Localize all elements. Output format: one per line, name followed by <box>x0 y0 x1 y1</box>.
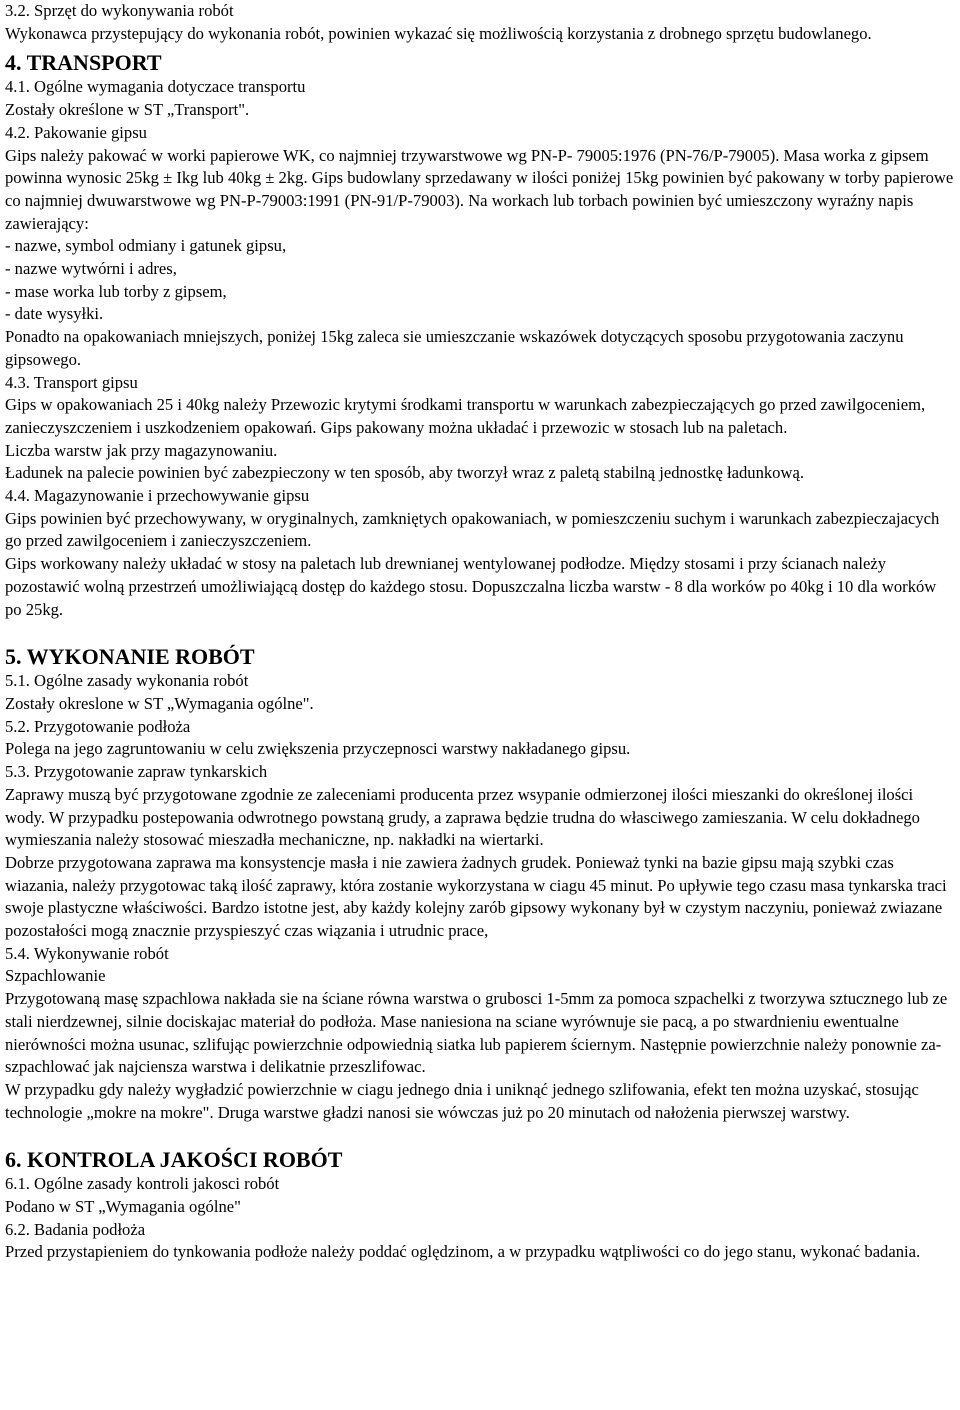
paragraph: Dobrze przygotowana zaprawa ma konsystencje masła i nie zawiera żadnych grudek. Ponieważ tynki na bazie gipsu mają szybki czas wiazania, należy przygotowac taką ilość zaprawy, która zostanie wykorzystana w ciagu 45 minut. Po upływie tego czasu masa tynkarska traci swoje plastyczne właściwości. Bardzo istotne jest, aby każdy kolejny zarób gipsowy wykonany był w czystym naczyniu, ponieważ zwiazane pozostałości mogą znacznie przyspieszyć czas wiązania i utrudnic prace, <box>5 852 947 941</box>
paragraph: Przed przystapieniem do tynkowania podłoże należy poddać oględzinom, a w przypadku wątpliwości co do jego stanu, wykonać badania. <box>5 1242 921 1262</box>
section-gap <box>5 1124 956 1147</box>
paragraph: 5.2. Przygotowanie podłoża <box>5 716 191 736</box>
paragraph: Gips powinien być przechowywany, w oryginalnych, zamkniętych opakowaniach, w pomieszczeniu suchym i warunkach zabezpieczajacych go przed zawilgoceniem i zanieczyszczeniem. <box>5 508 940 551</box>
paragraph: Ładunek na palecie powinien być zabezpieczony w ten sposób, aby tworzył wraz z paletą stabilną jednostkę ładunkową. <box>5 463 804 483</box>
paragraph: Gips w opakowaniach 25 i 40kg należy Przewozic krytymi środkami transportu w warunkach zabezpieczających go przed zawilgoceniem, zanieczyszczeniem i uszkodzeniem opakowań. Gips pakowany można układać i przewozic w stosach lub na paletach. <box>5 395 926 437</box>
paragraph: - nazwe, symbol odmiany i gatunek gipsu, <box>5 236 287 256</box>
section-heading: 5. WYKONANIE ROBÓT <box>5 644 255 670</box>
paragraph: Szpachlowanie <box>5 966 106 986</box>
paragraph: 6.2. Badania podłoża <box>5 1219 146 1239</box>
paragraph: 5.4. Wykonywanie robót <box>5 943 169 963</box>
paragraph: Zostały określone w ST „Transport". <box>5 100 250 120</box>
paragraph: Podano w ST „Wymagania ogólne" <box>5 1197 241 1217</box>
section-gap <box>5 621 956 644</box>
section-heading: 4. TRANSPORT <box>5 50 162 76</box>
paragraph: Gips należy pakować w worki papierowe WK, co najmniej trzywarstwowe wg PN-P- 79005:1976 (PN-76/P-79005). Masa worka z gipsem powinna wynosic 25kg ± Ikg lub 40kg ± 2kg. Gips budowlany sprzedawany w ilości poniżej 15kg powinien być pakowany w torby papierowe co najmniej dwuwarstwowe wg PN-P-79003:1991 (PN-91/P-79003). Na workach lub torbach powinien być umieszczony wyraźny napis zawierający: <box>5 145 954 233</box>
paragraph: Zaprawy muszą być przygotowane zgodnie ze zaleceniami producenta przez wsypanie odmierzonej ilości mieszanki do określonej ilości wody. W przypadku postepowania odwrotnego powstaną grudy, a zaprawa będzie trudna do własciwego zamieszania. W celu dokładnego wymieszania należy stosować mieszadła mechaniczne, np. nakładki na wiertarki. <box>5 784 920 850</box>
paragraph: Liczba warstw jak przy magazynowaniu. <box>5 440 278 460</box>
paragraph: Ponadto na opakowaniach mniejszych, poniżej 15kg zaleca sie umieszczanie wskazówek dotyczących sposobu przygotowania zaczynu gipsowego. <box>5 327 904 369</box>
paragraph: 5.3. Przygotowanie zapraw tynkarskich <box>5 762 268 782</box>
paragraph: W przypadku gdy należy wygładzić powierzchnie w ciagu jednego dnia i uniknąć jednego szlifowania, efekt ten można uzyskać, stosując technologie „mokre na mokre". Druga warstwe gładzi nanosi sie wówczas już po 20 minutach od nałożenia pierwszej warstwy. <box>5 1079 919 1122</box>
paragraph: 5.1. Ogólne zasady wykonania robót <box>5 671 249 691</box>
section-heading: 6. KONTROLA JAKOŚCI ROBÓT <box>5 1147 343 1173</box>
paragraph: - nazwe wytwórni i adres, <box>5 259 177 279</box>
paragraph: 4.4. Magazynowanie i przechowywanie gipsu <box>5 486 310 506</box>
paragraph: 3.2. Sprzęt do wykonywania robót <box>5 1 234 20</box>
paragraph: 4.3. Transport gipsu <box>5 372 138 392</box>
paragraph: Przygotowaną masę szpachlowa nakłada sie na ściane równa warstwa o grubosci 1-5mm za pomoca szpachelki z tworzywa sztucznego lub ze stali nierdzewnej, silnie dociskajac materiał do podłoża. Mase naniesiona na sciane wyrównuje sie pacą, a po stwardnieniu ewentualne nierówności można usunac, szlifując powierzchnie odpowiednią siatka lub papierem ściernym. Następnie powierzchnie należy ponownie za-szpachlować jak najciensza warstwa i delikatnie przeszlifowac. <box>5 989 948 1077</box>
paragraph: Wykonawca przystepujący do wykonania robót, powinien wykazać się możliwością korzystania z drobnego sprzętu budowlanego. <box>5 23 872 43</box>
paragraph: 4.2. Pakowanie gipsu <box>5 122 147 142</box>
paragraph: Polega na jego zagruntowaniu w celu zwiększenia przyczepnosci warstwy nakładanego gipsu. <box>5 739 631 759</box>
paragraph: - mase worka lub torby z gipsem, <box>5 281 227 301</box>
paragraph: - date wysyłki. <box>5 304 104 324</box>
paragraph: 6.1. Ogólne zasady kontroli jakosci robót <box>5 1174 280 1194</box>
paragraph: Gips workowany należy układać w stosy na paletach lub drewnianej wentylowanej podłodze. Między stosami i przy ścianach należy pozostawić wolną przestrzeń umożliwiającą dostęp do każdego stosu. Dopuszczalna liczba warstw - 8 dla worków po 40kg i 10 dla worków po 25kg. <box>5 554 937 619</box>
paragraph: Zostały okreslone w ST „Wymagania ogólne". <box>5 693 314 713</box>
paragraph: 4.1. Ogólne wymagania dotyczace transportu <box>5 77 306 97</box>
